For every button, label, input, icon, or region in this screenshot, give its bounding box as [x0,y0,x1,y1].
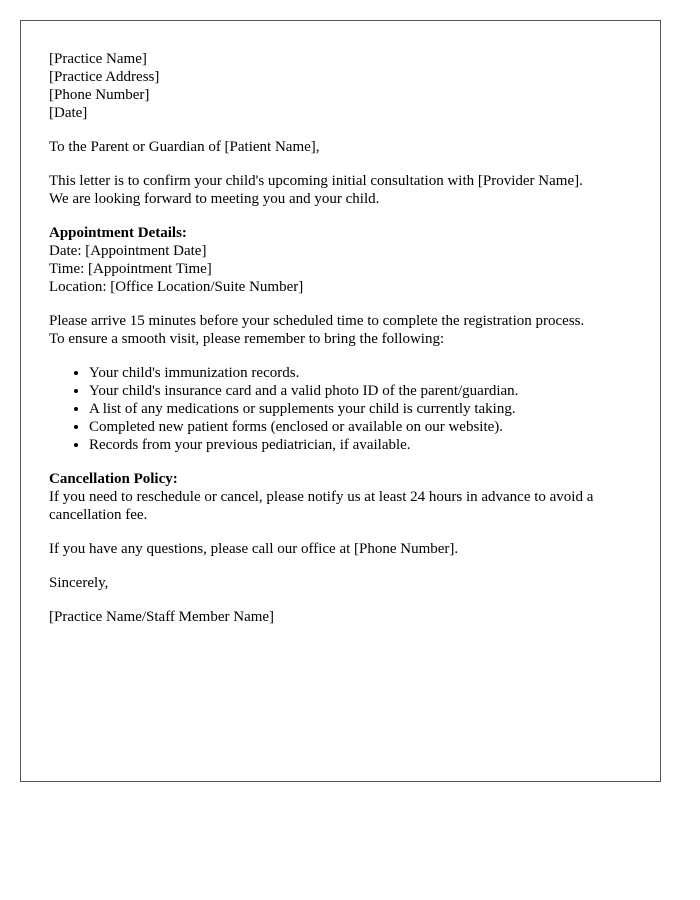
intro-paragraph [49,172,632,208]
signature: [Practice Name/Staff Member Name] [49,609,275,625]
cancellation-heading: Cancellation Policy: [49,471,178,487]
phone-number: [Phone Number] [49,87,150,103]
closing: Sincerely, [49,575,109,591]
cancellation-text: If you need to reschedule or cancel, please notify us at least 24 hours in advance to avoid a cancellation fee. [49,489,594,523]
appointment-heading: Appointment Details: [49,225,187,241]
letter-page [20,20,661,782]
list-item: • Records from your previous pediatrician, if available. [89,436,632,454]
intro-line: We are looking forward to meeting you and your child. [49,191,380,207]
appointment-date: Date: [Appointment Date] [49,243,207,259]
appointment-time: Time: [Appointment Time] [49,261,212,277]
salutation: To the Parent or Guardian of [Patient Name], [49,139,320,155]
questions-paragraph: If you have any questions, please call our office at [Phone Number]. [49,541,459,557]
appointment-details [49,224,632,296]
practice-name: [Practice Name] [49,51,147,67]
arrival-line: Please arrive 15 minutes before your scheduled time to complete the registration process. [49,313,585,329]
arrival-paragraph [49,312,632,348]
list-item: • A list of any medications or supplements your child is currently taking. [89,400,632,418]
practice-address: [Practice Address] [49,69,160,85]
list-item: • Completed new patient forms (enclosed or available on our website). [89,418,632,436]
appointment-location: Location: [Office Location/Suite Number] [49,279,304,295]
intro-line: This letter is to confirm your child's upcoming initial consultation with [Provider Name]. [49,173,583,189]
cancellation-policy [49,470,632,524]
arrival-line: To ensure a smooth visit, please remember to bring the following: [49,331,445,347]
list-item: • Your child's immunization records. [89,364,632,382]
sender-block [49,50,632,122]
letter-date: [Date] [49,105,88,121]
bring-list [49,364,632,454]
list-item: • Your child's insurance card and a valid photo ID of the parent/guardian. [89,382,632,400]
